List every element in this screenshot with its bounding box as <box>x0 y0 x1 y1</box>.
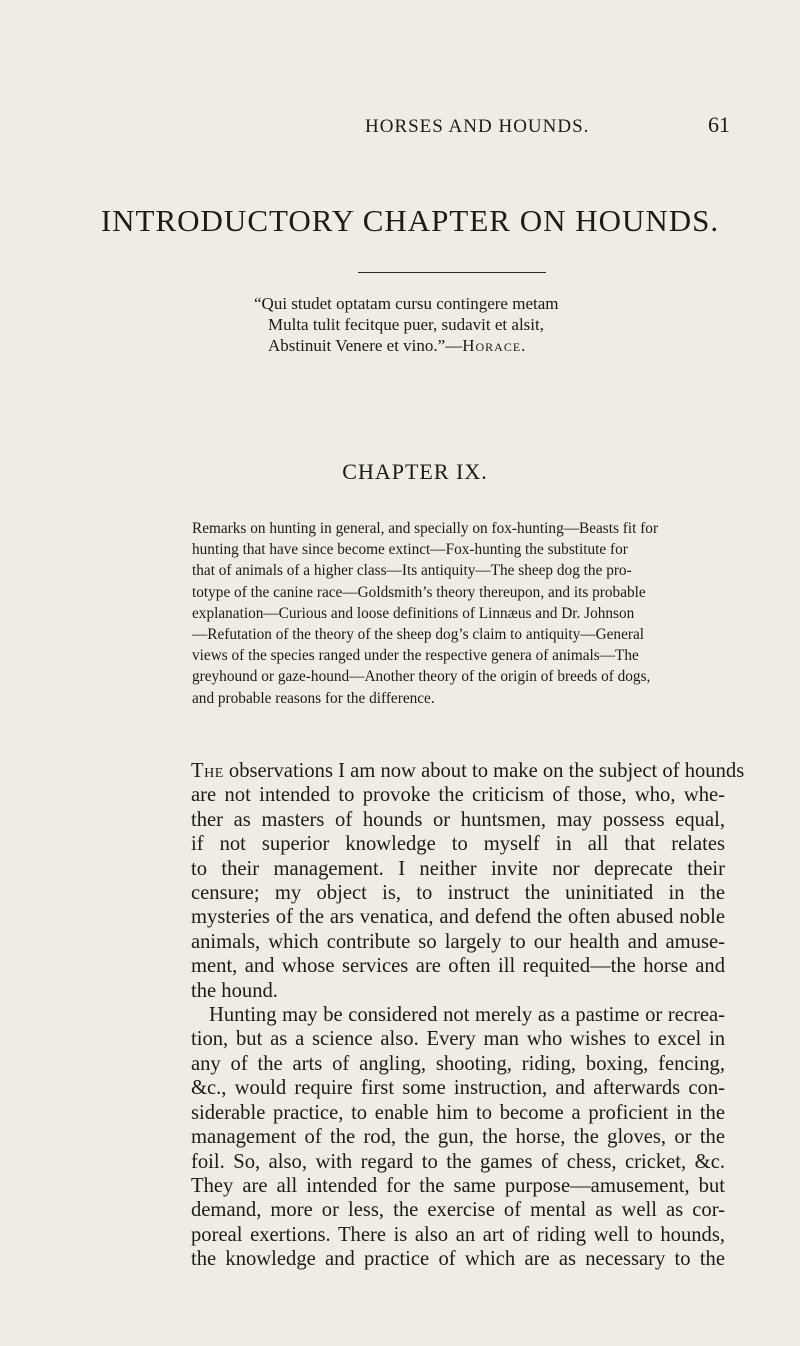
page-number: 61 <box>708 112 730 137</box>
chapter-title: INTRODUCTORY CHAPTER ON HOUNDS. <box>100 203 720 238</box>
paragraph-line: tion, but as a science also. Every man who wishes to excel in <box>191 1028 725 1051</box>
paragraph-line: ment, and whose services are often ill requited—the horse and <box>191 955 725 978</box>
synopsis-line: and probable reasons for the difference. <box>192 689 435 707</box>
paragraph-line: censure; my object is, to instruct the uninitiated in the <box>191 882 725 905</box>
synopsis-line: —Refutation of the theory of the sheep dog’s claim to antiquity—General <box>192 626 644 644</box>
paragraph-line: foil. So, also, with regard to the games of chess, cricket, &c. <box>191 1150 725 1173</box>
title-rule <box>358 272 546 273</box>
running-title: HORSES AND HOUNDS. <box>365 116 590 137</box>
epigraph-attribution: Horace. <box>462 336 527 355</box>
paragraph <box>191 1003 725 1271</box>
synopsis-line: totype of the canine race—Goldsmith’s theory thereupon, and its probable <box>192 583 646 601</box>
running-head <box>0 112 800 142</box>
paragraph-line: siderable practice, to enable him to become a proficient in the <box>191 1101 725 1124</box>
paragraph-line: &c., would require first some instruction, and afterwards con- <box>191 1077 725 1100</box>
paragraph-line: management of the rod, the gun, the horse, the gloves, or the <box>191 1126 725 1149</box>
paragraph-line: if not superior knowledge to myself in all that relates <box>191 833 725 856</box>
synopsis-line: hunting that have since become extinct—Fox-hunting the substitute for <box>192 541 628 559</box>
paragraph-line: the knowledge and practice of which are as necessary to the <box>191 1248 725 1271</box>
paragraph-line <box>191 759 745 783</box>
synopsis-line: explanation—Curious and loose definitions of Linnæus and Dr. Johnson <box>192 604 635 622</box>
epigraph <box>254 293 754 356</box>
paragraph-line: demand, more or less, the exercise of mental as well as cor- <box>191 1199 725 1222</box>
paragraph <box>191 759 745 1003</box>
paragraph-line: any of the arts of angling, shooting, riding, boxing, fencing, <box>191 1052 725 1075</box>
chapter-synopsis <box>192 518 722 709</box>
epigraph-line <box>254 335 754 356</box>
paragraph-line: Hunting may be considered not merely as a pastime or recrea- <box>209 1004 725 1027</box>
synopsis-line: greyhound or gaze-hound—Another theory of the origin of breeds of dogs, <box>192 668 651 686</box>
paragraph-line: animals, which contribute so largely to our health and amuse- <box>191 930 725 953</box>
paragraph-line-text: observations I am now about to make on the subject of hounds <box>223 760 745 782</box>
body-text <box>191 759 745 1272</box>
synopsis-line: that of animals of a higher class—Its antiquity—The sheep dog the pro- <box>192 562 632 580</box>
paragraph-line: poreal exertions. There is also an art of riding well to hounds, <box>191 1223 725 1246</box>
epigraph-line: “Qui studet optatam cursu contingere metam <box>254 294 559 313</box>
epigraph-line-text: Abstinuit Venere et vino.”— <box>268 336 463 355</box>
paragraph-line: to their management. I neither invite nor deprecate their <box>191 857 725 880</box>
paragraph-line: They are all intended for the same purpose—amusement, but <box>191 1174 725 1197</box>
paragraph-line: mysteries of the ars venatica, and defend the often abused noble <box>191 906 725 929</box>
paragraph-line: the hound. <box>191 979 278 1002</box>
paragraph-line: ther as masters of hounds or huntsmen, may possess equal, <box>191 808 725 831</box>
synopsis-line: views of the species ranged under the respective genera of animals—The <box>192 647 639 665</box>
epigraph-line: Multa tulit fecitque puer, sudavit et alsit, <box>268 315 544 334</box>
chapter-heading: CHAPTER IX. <box>342 459 488 484</box>
paragraph-line: are not intended to provoke the criticism of those, who, whe- <box>191 784 725 807</box>
paragraph-lead: The <box>191 760 224 782</box>
synopsis-line: Remarks on hunting in general, and specially on fox-hunting—Beasts fit for <box>192 520 659 537</box>
